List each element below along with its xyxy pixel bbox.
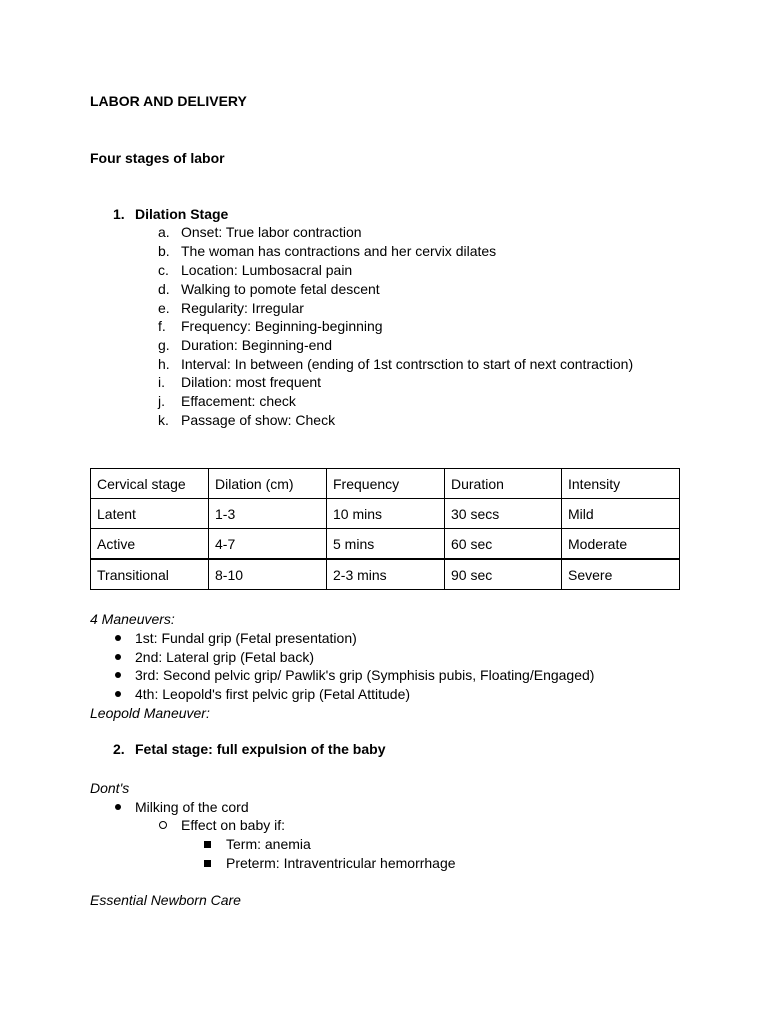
table-cell: 5 mins xyxy=(327,529,445,560)
table-cell: Severe xyxy=(562,559,680,590)
table-header-cell: Cervical stage xyxy=(91,469,209,499)
list-item: Interval: In between (ending of 1st contrsction to start of next contraction) xyxy=(181,356,634,372)
list-marker: i. xyxy=(158,374,165,390)
leopold-label: Leopold Maneuver: xyxy=(90,705,210,721)
table-cell: 60 sec xyxy=(445,529,562,560)
list-marker: c. xyxy=(158,262,169,278)
table-cell: Mild xyxy=(562,499,680,529)
list-marker: g. xyxy=(158,337,170,353)
table-cell: 1-3 xyxy=(209,499,327,529)
bullet-icon xyxy=(115,686,121,703)
list-item: Frequency: Beginning-beginning xyxy=(181,318,383,334)
list-item: Regularity: Irregular xyxy=(181,300,304,316)
list-marker: j. xyxy=(158,393,165,409)
list-marker: f. xyxy=(158,318,166,334)
bullet-icon xyxy=(115,667,121,684)
list-item: Walking to pomote fetal descent xyxy=(181,281,380,297)
stage1-heading: Dilation Stage xyxy=(135,206,229,222)
bullet-icon xyxy=(115,799,121,816)
square-bullet-icon xyxy=(204,836,211,853)
table-header-row xyxy=(91,469,680,499)
table-row xyxy=(91,499,680,529)
table-cell: 2-3 mins xyxy=(327,559,445,590)
section-subtitle: Four stages of labor xyxy=(90,150,225,166)
table-cell: 10 mins xyxy=(327,499,445,529)
list-item: 4th: Leopold's first pelvic grip (Fetal Attitude) xyxy=(135,686,411,702)
list-item: Location: Lumbosacral pain xyxy=(181,262,353,278)
bullet-icon xyxy=(115,649,121,666)
list-item: 2nd: Lateral grip (Fetal back) xyxy=(135,649,314,665)
list-item: Milking of the cord xyxy=(135,799,249,815)
stage2-heading: Fetal stage: full expulsion of the baby xyxy=(135,741,386,757)
list-marker: e. xyxy=(158,300,170,316)
maneuvers-heading: 4 Maneuvers: xyxy=(90,611,175,627)
list-item: Dilation: most frequent xyxy=(181,374,322,390)
list-item: The woman has contractions and her cervix dilates xyxy=(181,243,497,259)
list-item: Preterm: Intraventricular hemorrhage xyxy=(226,855,456,871)
page-title: LABOR AND DELIVERY xyxy=(90,93,247,109)
square-bullet-icon xyxy=(204,855,211,872)
table-cell: 90 sec xyxy=(445,559,562,590)
table-cell: Transitional xyxy=(91,559,209,590)
table-header-cell: Frequency xyxy=(327,469,445,499)
list-item: 1st: Fundal grip (Fetal presentation) xyxy=(135,630,357,646)
table-cell: Moderate xyxy=(562,529,680,560)
table-header-cell: Dilation (cm) xyxy=(209,469,327,499)
list-item: Duration: Beginning-end xyxy=(181,337,332,353)
table-header-cell: Intensity xyxy=(562,469,680,499)
stage1-number: 1. xyxy=(113,206,125,222)
table-cell: Active xyxy=(91,529,209,560)
list-item: Effect on baby if: xyxy=(181,817,286,833)
table-row xyxy=(91,559,680,590)
circle-bullet-icon xyxy=(159,817,167,834)
list-marker: k. xyxy=(158,412,169,428)
donts-heading: Dont's xyxy=(90,780,130,796)
list-item: Onset: True labor contraction xyxy=(181,224,362,240)
list-item: Effacement: check xyxy=(181,393,296,409)
bullet-icon xyxy=(115,630,121,647)
table-cell: Latent xyxy=(91,499,209,529)
table-cell: 30 secs xyxy=(445,499,562,529)
table-cell: 4-7 xyxy=(209,529,327,560)
table-row xyxy=(91,529,680,560)
essential-newborn-care-heading: Essential Newborn Care xyxy=(90,892,241,908)
list-item: Passage of show: Check xyxy=(181,412,336,428)
table-cell: 8-10 xyxy=(209,559,327,590)
list-marker: b. xyxy=(158,243,170,259)
list-marker: h. xyxy=(158,356,170,372)
list-marker: a. xyxy=(158,224,170,240)
list-marker: d. xyxy=(158,281,170,297)
table-header-cell: Duration xyxy=(445,469,562,499)
stage2-number: 2. xyxy=(113,741,125,757)
cervical-stage-table xyxy=(90,468,680,590)
list-item: Term: anemia xyxy=(226,836,311,852)
list-item: 3rd: Second pelvic grip/ Pawlik's grip (Symphisis pubis, Floating/Engaged) xyxy=(135,667,595,683)
